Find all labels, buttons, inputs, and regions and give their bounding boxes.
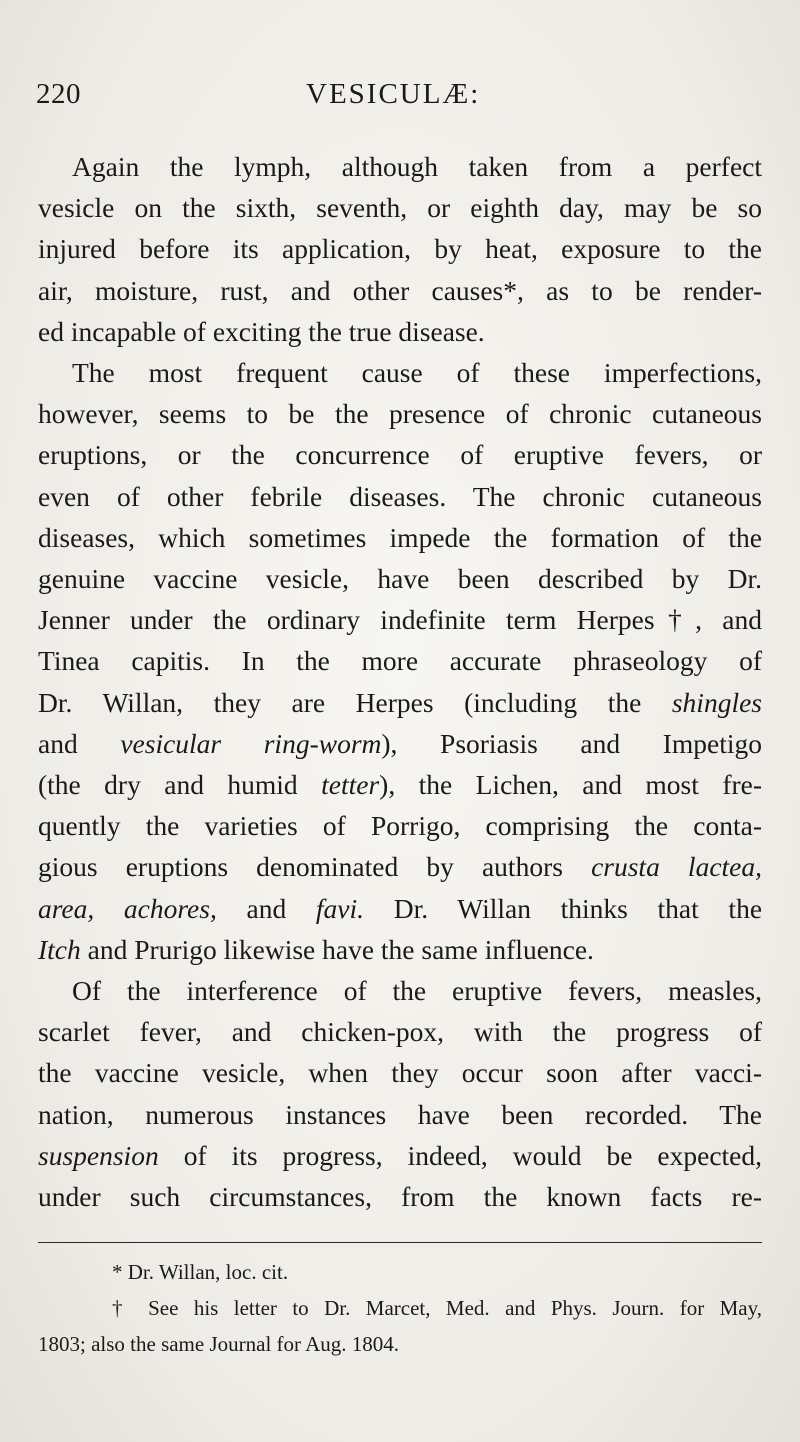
text-line: Of the interference of the eruptive fevers, measles,	[72, 975, 762, 1007]
text-line	[38, 1135, 762, 1176]
footnotes	[38, 1254, 762, 1362]
text-line: under such circumstances, from the known facts re-	[38, 1181, 762, 1213]
italic-run: Itch	[38, 933, 81, 965]
text-line: nation, numerous instances have been recorded. The	[38, 1098, 762, 1130]
italic-run: area, achores,	[38, 892, 217, 924]
footnote-2-continued: 1803; also the same Journal for Aug. 1804.	[38, 1332, 400, 1356]
text-run: gious eruptions denominated by authors	[38, 851, 563, 883]
body-text	[38, 146, 762, 1217]
text-line: genuine vaccine vesicle, have been described by Dr.	[38, 563, 762, 595]
text-line: air, moisture, rust, and other causes*, as to be render-	[38, 274, 762, 306]
footnote-2: † See his letter to Dr. Marcet, Med. and Phys. Journ. for May,	[112, 1296, 762, 1320]
text-run: of its progress, indeed, would be expected,	[183, 1139, 762, 1171]
text-line: scarlet fever, and chicken-pox, with the progress of	[38, 1016, 762, 1048]
running-head: VESICULÆ:	[306, 78, 481, 110]
page-header	[36, 78, 756, 118]
text-line: Again the lymph, although taken from a perfect	[72, 151, 762, 182]
italic-run: tetter	[321, 769, 380, 801]
text-run: Dr. Willan thinks that the	[393, 892, 763, 924]
text-run: and Prurigo likewise have the same influence.	[87, 933, 594, 965]
text-run: ), Psoriasis and Impetigo	[381, 727, 762, 759]
text-run: and	[246, 892, 287, 924]
italic-run: favi.	[315, 892, 365, 924]
text-line: ed incapable of exciting the true disease.	[38, 315, 485, 347]
text-run: Dr. Willan, they are Herpes (including the	[38, 686, 642, 718]
text-line: injured before its application, by heat, exposure to the	[38, 233, 762, 265]
text-run: and	[38, 727, 78, 759]
italic-run: suspension	[38, 1139, 159, 1171]
text-line: however, seems to be the presence of chronic cutaneous	[38, 398, 762, 430]
page-number: 220	[36, 78, 81, 110]
text-line: The most frequent cause of these imperfections,	[72, 357, 762, 389]
text-line	[38, 682, 762, 723]
italic-run: crusta lactea,	[591, 851, 763, 883]
text-line: eruptions, or the concurrence of eruptive fevers, or	[38, 439, 762, 471]
footnote-rule	[38, 1242, 762, 1243]
text-line	[38, 929, 762, 970]
text-line: Tinea capitis. In the more accurate phraseology of	[38, 645, 762, 677]
text-line: the vaccine vesicle, when they occur soon after vacci-	[38, 1057, 762, 1089]
text-line: quently the varieties of Porrigo, comprising the conta-	[38, 810, 762, 842]
text-line: Jenner under the ordinary indefinite term Herpes†, and	[38, 604, 762, 636]
italic-run: vesicular ring-worm	[120, 727, 382, 759]
paragraph-2	[38, 352, 762, 970]
text-line	[38, 723, 762, 764]
italic-run: shingles	[671, 686, 762, 718]
paragraph-1	[38, 146, 762, 352]
footnote-1: * Dr. Willan, loc. cit.	[112, 1260, 289, 1284]
text-line: vesicle on the sixth, seventh, or eighth day, may be so	[38, 192, 762, 224]
text-line	[38, 888, 762, 929]
text-line: even of other febrile diseases. The chronic cutaneous	[38, 480, 762, 512]
text-run: (the dry and humid	[38, 769, 298, 801]
text-line: diseases, which sometimes impede the formation of the	[38, 521, 762, 553]
text-line	[38, 764, 762, 805]
text-run: ), the Lichen, and most fre-	[379, 769, 762, 801]
text-line	[38, 846, 762, 887]
paragraph-3	[38, 970, 762, 1217]
